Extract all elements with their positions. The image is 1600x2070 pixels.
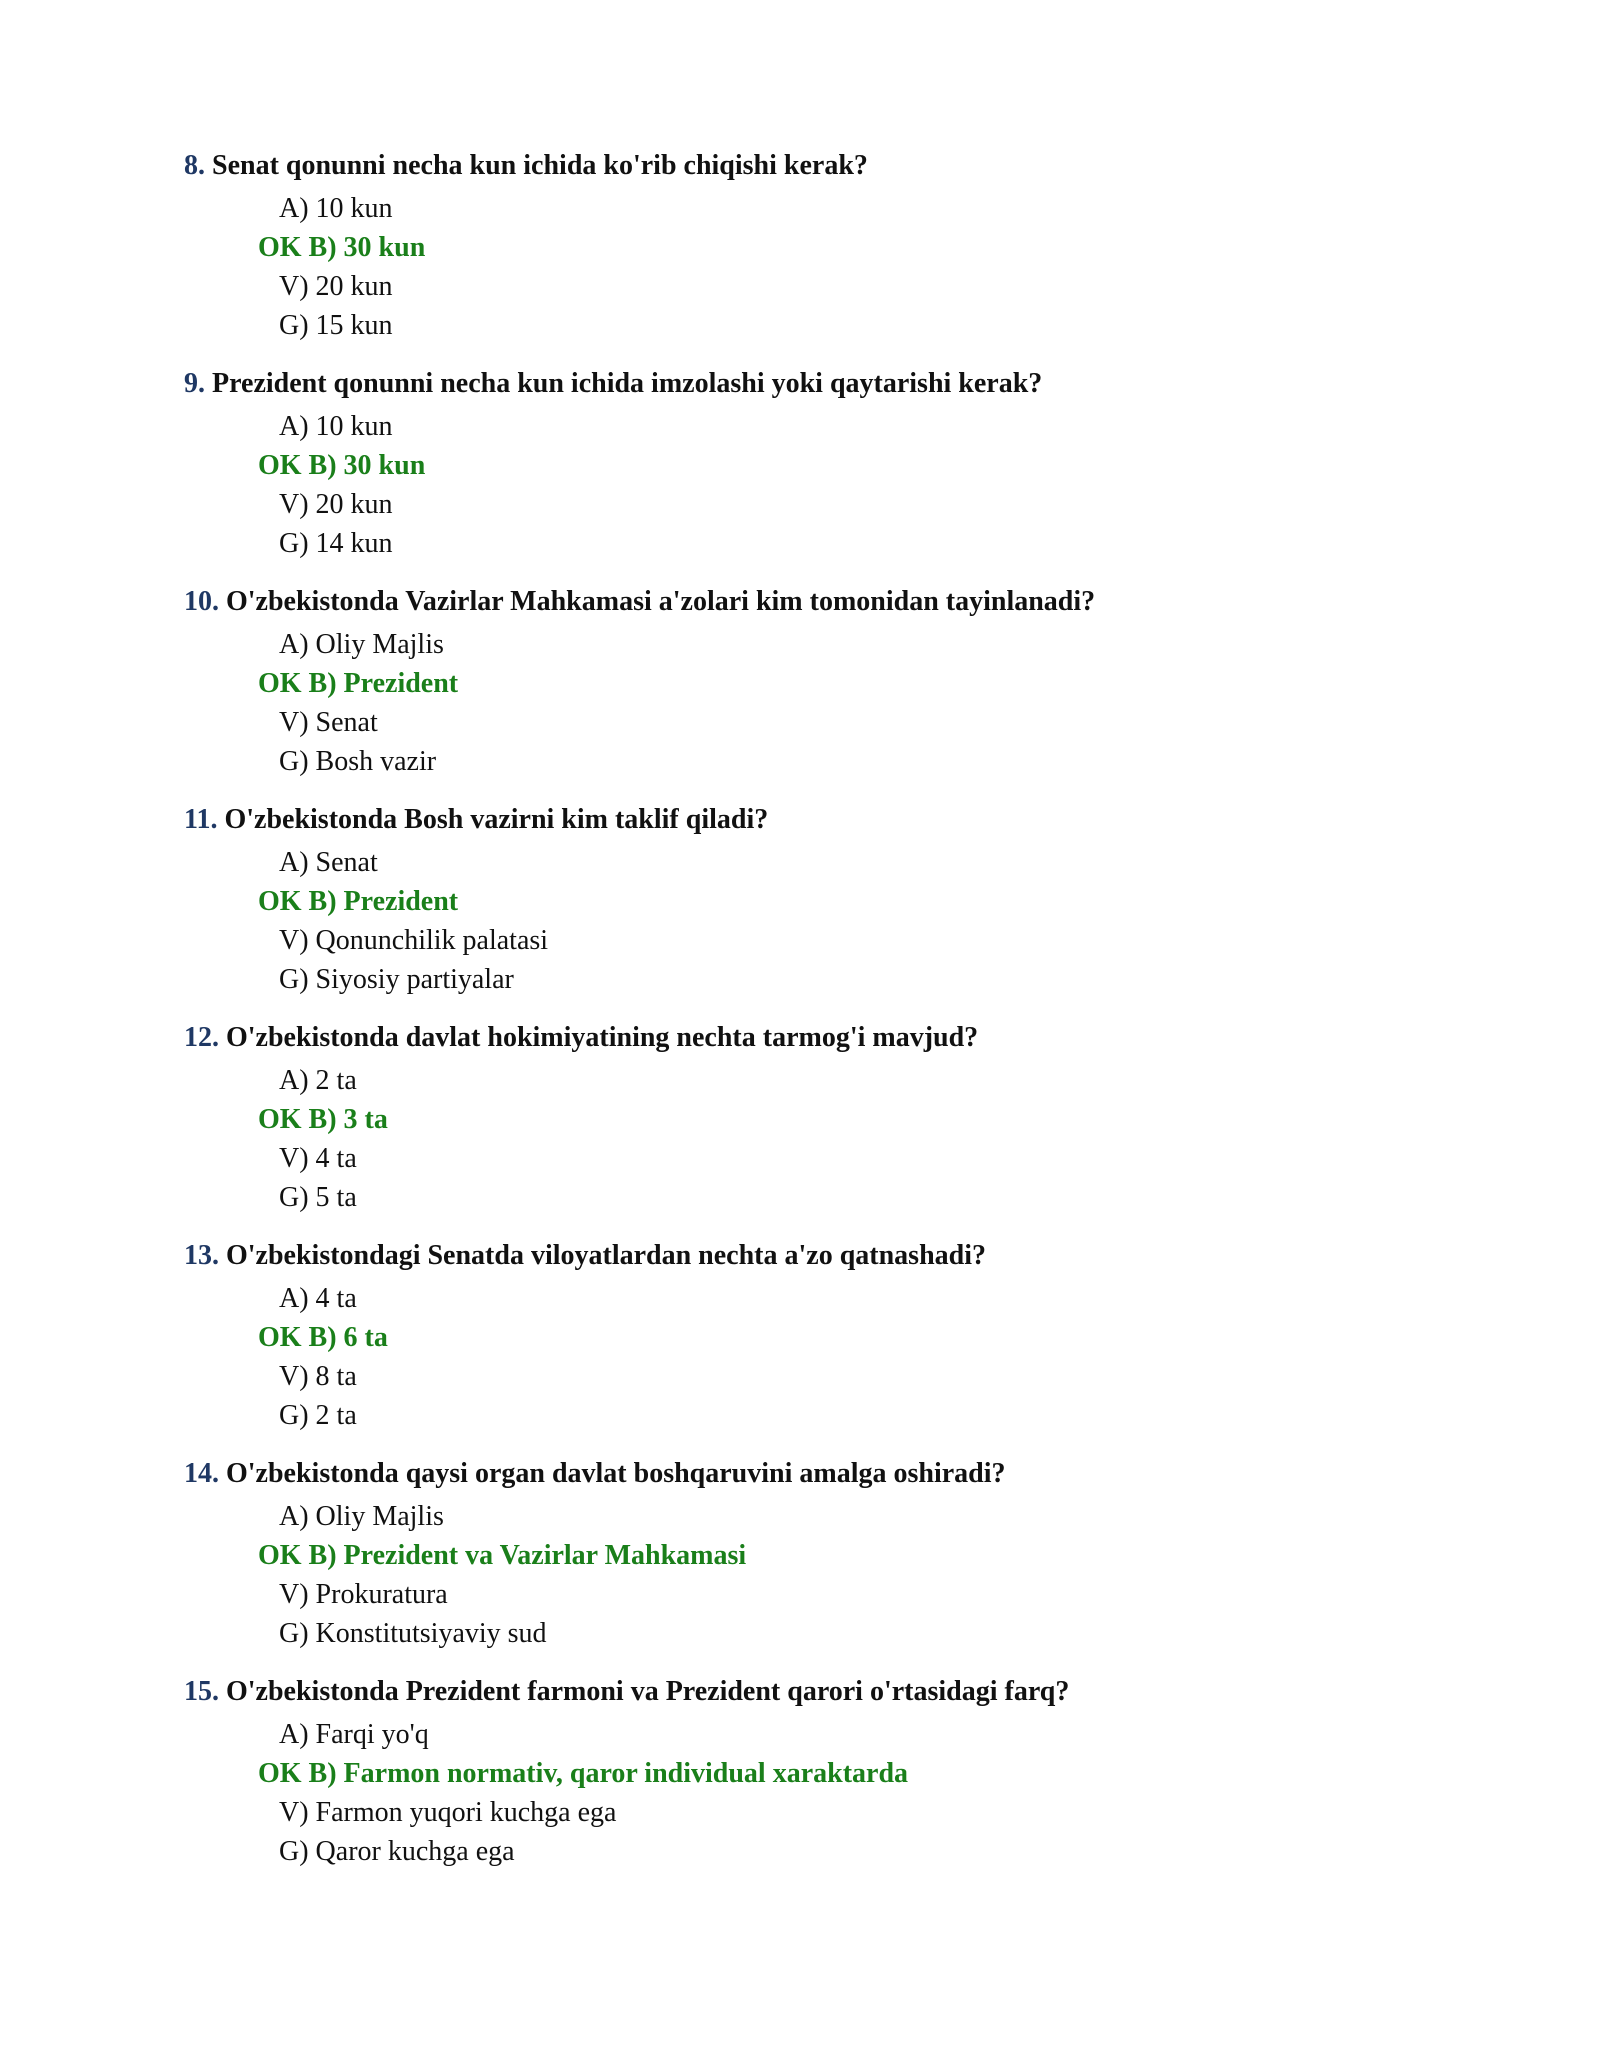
option-v: V) Senat — [279, 707, 378, 738]
question-number: 10. — [184, 586, 219, 617]
question-number: 8. — [184, 150, 205, 181]
option-v: V) 4 ta — [279, 1143, 357, 1174]
option-b-correct: OK B) Prezident — [258, 668, 459, 699]
question-number: 14. — [184, 1458, 219, 1489]
option-a: A) Farqi yo'q — [279, 1719, 429, 1750]
question-text: Senat qonunni necha kun ichida ko'rib chiqishi kerak? — [212, 150, 868, 181]
option-b-correct: OK B) 30 kun — [258, 450, 426, 481]
option-b-correct: OK B) Prezident va Vazirlar Mahkamasi — [258, 1540, 747, 1571]
option-v: V) 20 kun — [279, 271, 393, 302]
option-b-correct: OK B) Farmon normativ, qaror individual xaraktarda — [258, 1758, 909, 1789]
question-number: 12. — [184, 1022, 219, 1053]
option-v: V) Qonunchilik palatasi — [279, 925, 549, 956]
question-number: 13. — [184, 1240, 219, 1271]
question-number: 15. — [184, 1676, 219, 1707]
option-g: G) 5 ta — [279, 1182, 357, 1213]
option-g: G) Bosh vazir — [279, 746, 437, 777]
option-a: A) 10 kun — [279, 193, 393, 224]
option-b-correct: OK B) 3 ta — [258, 1104, 388, 1135]
option-a: A) 4 ta — [279, 1283, 357, 1314]
question-title — [184, 1022, 978, 1054]
question-text: O'zbekistonda Vazirlar Mahkamasi a'zolari kim tomonidan tayinlanadi? — [226, 586, 1096, 617]
question-title — [184, 586, 1095, 618]
option-g: G) Qaror kuchga ega — [279, 1836, 515, 1867]
question-title — [184, 804, 768, 836]
option-b-correct: OK B) 6 ta — [258, 1322, 388, 1353]
question-text: O'zbekistonda Prezident farmoni va Prezident qarori o'rtasidagi farq? — [226, 1676, 1070, 1707]
question-title — [184, 1458, 1006, 1490]
question-number: 11. — [184, 804, 218, 835]
question-text: O'zbekistonda davlat hokimiyatining nechta tarmog'i mavjud? — [226, 1022, 979, 1053]
option-g: G) Konstitutsiyaviy sud — [279, 1618, 547, 1649]
option-b-correct: OK B) 30 kun — [258, 232, 426, 263]
option-g: G) Siyosiy partiyalar — [279, 964, 514, 995]
question-title — [184, 1240, 986, 1272]
option-g: G) 14 kun — [279, 528, 393, 559]
question-title — [184, 150, 868, 182]
option-v: V) 8 ta — [279, 1361, 357, 1392]
option-v: V) 20 kun — [279, 489, 393, 520]
option-v: V) Farmon yuqori kuchga ega — [279, 1797, 617, 1828]
question-title — [184, 368, 1042, 400]
question-text: Prezident qonunni necha kun ichida imzolashi yoki qaytarishi kerak? — [212, 368, 1043, 399]
option-g: G) 2 ta — [279, 1400, 357, 1431]
question-title — [184, 1676, 1069, 1708]
option-a: A) Oliy Majlis — [279, 1501, 444, 1532]
option-a: A) Oliy Majlis — [279, 629, 444, 660]
question-text: O'zbekistondagi Senatda viloyatlardan nechta a'zo qatnashadi? — [226, 1240, 987, 1271]
question-number: 9. — [184, 368, 205, 399]
option-b-correct: OK B) Prezident — [258, 886, 459, 917]
option-v: V) Prokuratura — [279, 1579, 448, 1610]
option-a: A) 2 ta — [279, 1065, 357, 1096]
option-g: G) 15 kun — [279, 310, 393, 341]
option-a: A) 10 kun — [279, 411, 393, 442]
question-text: O'zbekistonda Bosh vazirni kim taklif qiladi? — [224, 804, 769, 835]
option-a: A) Senat — [279, 847, 378, 878]
question-text: O'zbekistonda qaysi organ davlat boshqaruvini amalga oshiradi? — [226, 1458, 1006, 1489]
